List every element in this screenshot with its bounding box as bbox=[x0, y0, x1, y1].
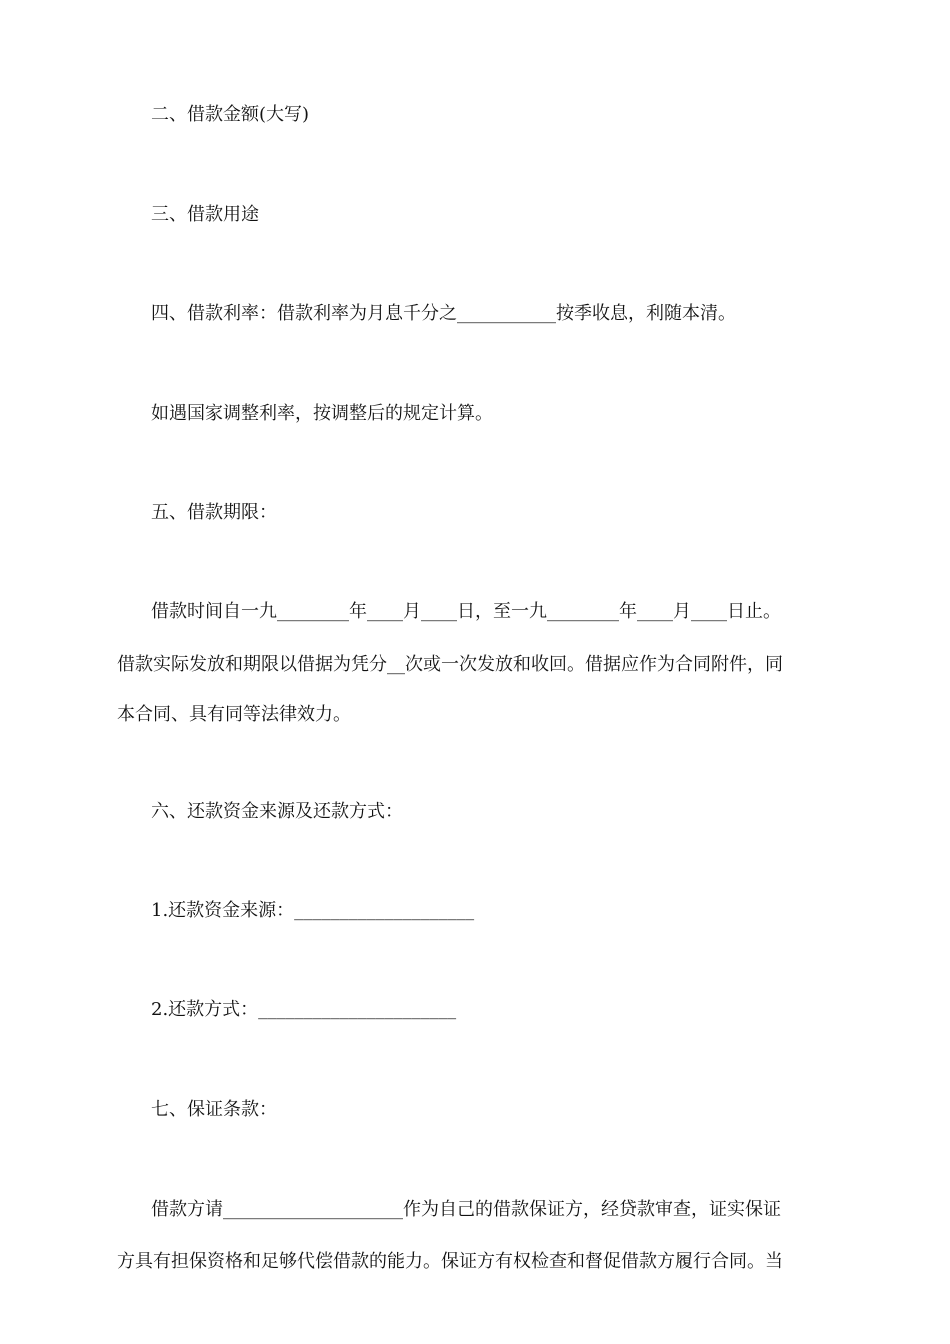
section-7-heading: 七、保证条款： bbox=[151, 1099, 277, 1120]
section-5-legal-effect-text: 本合同、具有同等法律效力。 bbox=[117, 704, 351, 725]
section-5-loan-period: 借款时间自一九________年____月____日，至一九________年____月____日止。 bbox=[151, 601, 781, 622]
section-7-guarantor-text: 借款方请____________________作为自己的借款保证方，经贷款审查，证实保证 bbox=[151, 1199, 781, 1220]
section-4-interest-rate: 四、借款利率：借款利率为月息千分之___________按季收息，利随本清。 bbox=[151, 303, 736, 324]
section-6-heading: 六、还款资金来源及还款方式： bbox=[151, 801, 403, 822]
section-5-disbursement-text: 借款实际发放和期限以借据为凭分__次或一次发放和收回。借据应作为合同附件，同 bbox=[117, 654, 783, 675]
section-4-rate-adjustment-note: 如遇国家调整利率，按调整后的规定计算。 bbox=[151, 403, 493, 424]
section-3-heading: 三、借款用途 bbox=[151, 204, 259, 225]
section-6-item-1: 1.还款资金来源：____________________ bbox=[151, 900, 475, 921]
section-7-guarantor-continued: 方具有担保资格和足够代偿借款的能力。保证方有权检查和督促借款方履行合同。当 bbox=[117, 1251, 783, 1272]
section-2-heading: 二、借款金额(大写) bbox=[151, 104, 310, 125]
section-6-item-2: 2.还款方式：______________________ bbox=[151, 999, 457, 1020]
section-5-heading: 五、借款期限： bbox=[151, 502, 277, 523]
